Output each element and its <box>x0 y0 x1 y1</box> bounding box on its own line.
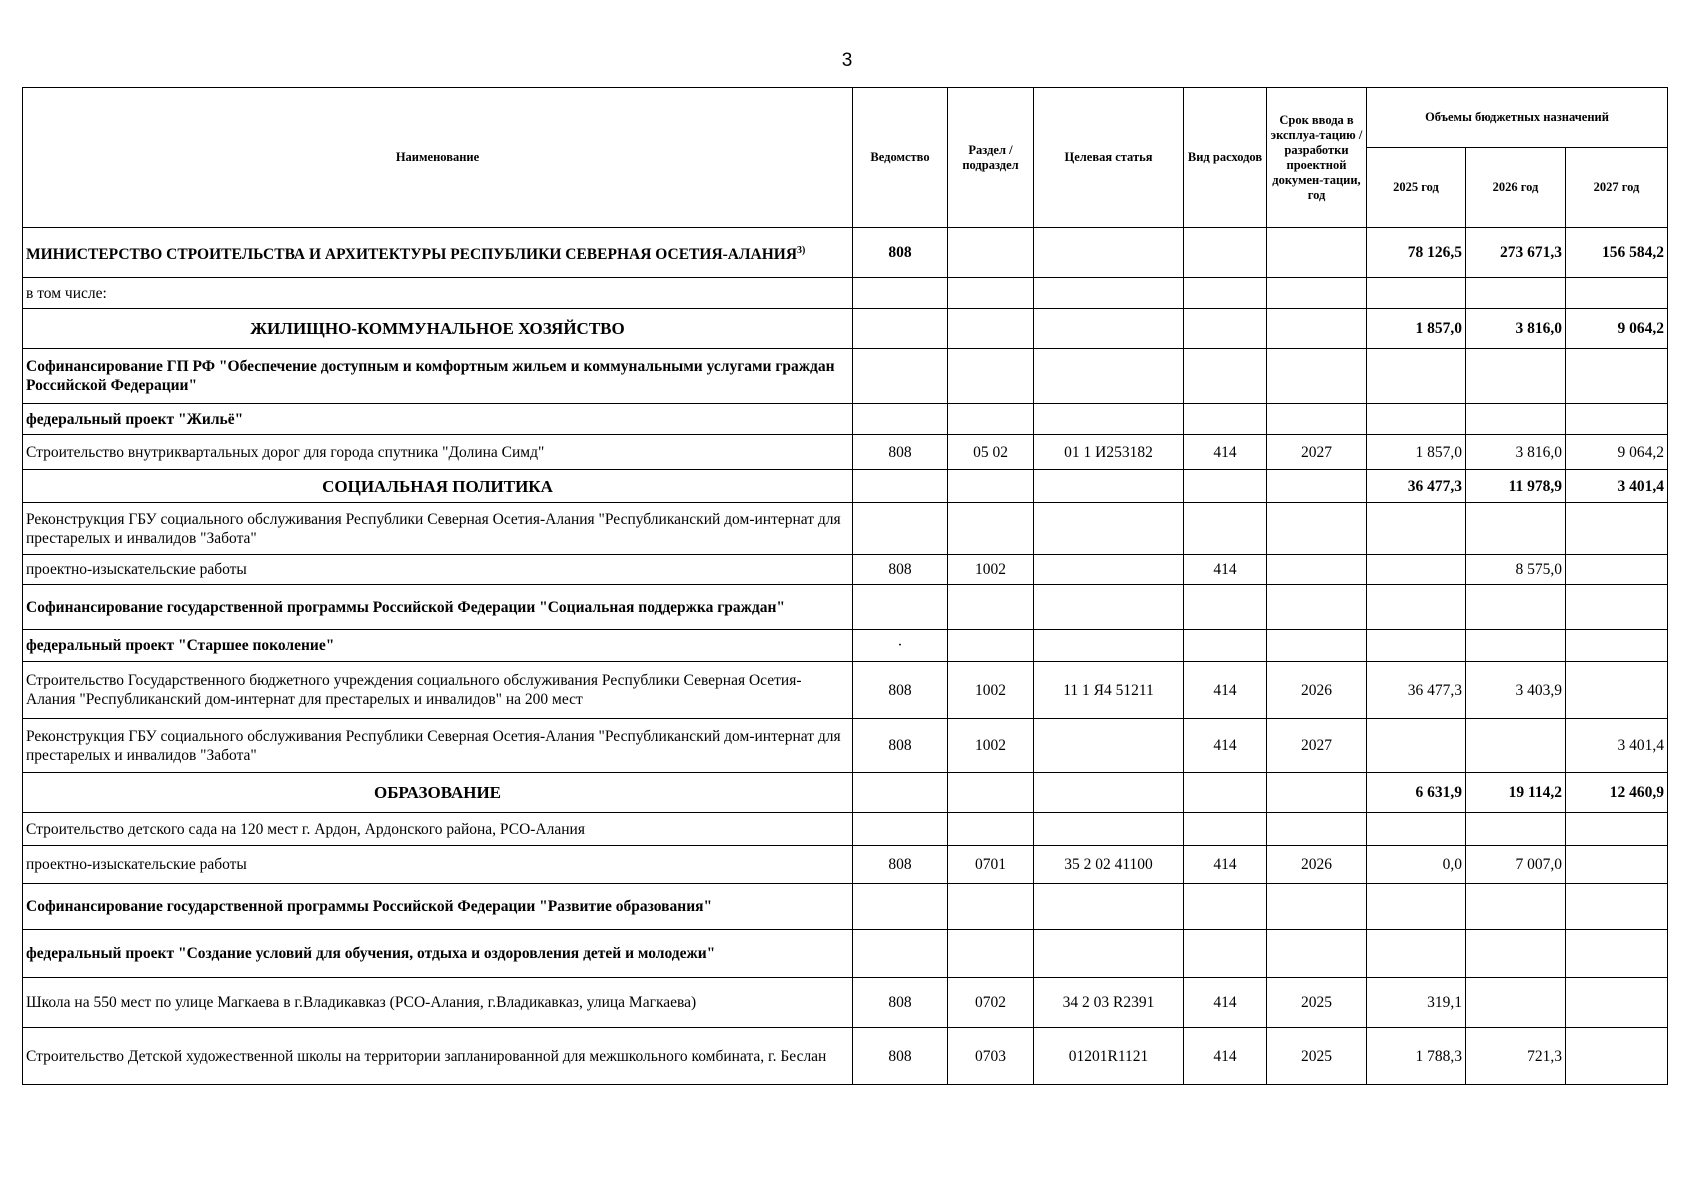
row-expense-type <box>1184 470 1267 503</box>
row-term <box>1267 404 1367 435</box>
row-2027: 156 584,2 <box>1566 228 1668 278</box>
row-department <box>853 813 948 846</box>
row-2027: 3 401,4 <box>1566 470 1668 503</box>
row-name: проектно-изыскательские работы <box>23 846 853 884</box>
row-term: 2026 <box>1267 662 1367 719</box>
budget-table <box>22 87 1668 1085</box>
row-target-article <box>1034 503 1184 555</box>
header-term: Срок ввода в эксплуа-тацию / разработки проектной докумен-тации, год <box>1267 88 1367 228</box>
row-2027 <box>1566 662 1668 719</box>
row-department: 808 <box>853 978 948 1028</box>
table-row-ministry <box>23 228 1668 278</box>
row-2026: 3 816,0 <box>1466 309 1566 349</box>
row-target-article <box>1034 309 1184 349</box>
row-section <box>948 309 1034 349</box>
row-department: 808 <box>853 1028 948 1085</box>
row-expense-type <box>1184 813 1267 846</box>
row-expense-type <box>1184 278 1267 309</box>
row-term <box>1267 813 1367 846</box>
row-2026 <box>1466 930 1566 978</box>
header-section: Раздел / подраздел <box>948 88 1034 228</box>
row-department: 808 <box>853 846 948 884</box>
row-2027 <box>1566 884 1668 930</box>
row-target-article: 35 2 02 41100 <box>1034 846 1184 884</box>
row-term <box>1267 630 1367 662</box>
row-department <box>853 503 948 555</box>
row-2026 <box>1466 630 1566 662</box>
row-target-article <box>1034 278 1184 309</box>
table-row <box>23 662 1668 719</box>
header-volumes: Объемы бюджетных назначений <box>1367 88 1668 148</box>
row-2027 <box>1566 846 1668 884</box>
row-2025: 1 857,0 <box>1367 435 1466 470</box>
row-name: Строительство внутриквартальных дорог для города спутника "Долина Симд" <box>23 435 853 470</box>
row-target-article <box>1034 585 1184 630</box>
row-section: 1002 <box>948 719 1034 773</box>
row-term <box>1267 555 1367 585</box>
row-2025 <box>1367 719 1466 773</box>
row-department <box>853 470 948 503</box>
row-2027: 9 064,2 <box>1566 435 1668 470</box>
row-2025 <box>1367 404 1466 435</box>
row-2026: 721,3 <box>1466 1028 1566 1085</box>
row-2026: 273 671,3 <box>1466 228 1566 278</box>
row-2026: 19 114,2 <box>1466 773 1566 813</box>
row-2025 <box>1367 630 1466 662</box>
row-target-article <box>1034 349 1184 404</box>
row-2025 <box>1367 884 1466 930</box>
row-section <box>948 470 1034 503</box>
section-title: СОЦИАЛЬНАЯ ПОЛИТИКА <box>23 470 853 503</box>
row-2026: 3 816,0 <box>1466 435 1566 470</box>
row-2026 <box>1466 503 1566 555</box>
row-section <box>948 813 1034 846</box>
row-department: · <box>853 630 948 662</box>
row-name: Строительство Детской художественной школы на территории запланированной для межшкольного комбината, г. Беслан <box>23 1028 853 1085</box>
row-2027 <box>1566 630 1668 662</box>
row-2027 <box>1566 813 1668 846</box>
row-2025: 0,0 <box>1367 846 1466 884</box>
row-2027 <box>1566 978 1668 1028</box>
row-term: 2025 <box>1267 978 1367 1028</box>
row-department <box>853 404 948 435</box>
row-2027: 3 401,4 <box>1566 719 1668 773</box>
row-name: федеральный проект "Старшее поколение" <box>23 630 853 662</box>
row-expense-type <box>1184 630 1267 662</box>
row-target-article <box>1034 555 1184 585</box>
row-2027 <box>1566 585 1668 630</box>
row-2026: 3 403,9 <box>1466 662 1566 719</box>
row-expense-type <box>1184 884 1267 930</box>
row-2027 <box>1566 1028 1668 1085</box>
row-2026 <box>1466 813 1566 846</box>
table-row <box>23 349 1668 404</box>
row-target-article <box>1034 719 1184 773</box>
row-department <box>853 930 948 978</box>
row-target-article <box>1034 930 1184 978</box>
row-expense-type: 414 <box>1184 435 1267 470</box>
row-term: 2025 <box>1267 1028 1367 1085</box>
row-section <box>948 349 1034 404</box>
row-2025 <box>1367 930 1466 978</box>
row-section <box>948 404 1034 435</box>
row-expense-type <box>1184 309 1267 349</box>
row-target-article <box>1034 404 1184 435</box>
section-title: ЖИЛИЩНО-КОММУНАЛЬНОЕ ХОЗЯЙСТВО <box>23 309 853 349</box>
row-target-article: 01201R1121 <box>1034 1028 1184 1085</box>
row-name: федеральный проект "Жильё" <box>23 404 853 435</box>
row-term <box>1267 349 1367 404</box>
row-2025: 6 631,9 <box>1367 773 1466 813</box>
row-2025 <box>1367 585 1466 630</box>
row-name: Софинансирование ГП РФ "Обеспечение доступным и комфортным жильем и коммунальными услугами граждан Российской Федерации" <box>23 349 853 404</box>
header-target-article: Целевая статья <box>1034 88 1184 228</box>
row-2026 <box>1466 884 1566 930</box>
table-row <box>23 884 1668 930</box>
row-department <box>853 585 948 630</box>
table-row <box>23 278 1668 309</box>
row-expense-type: 414 <box>1184 1028 1267 1085</box>
row-department: 808 <box>853 719 948 773</box>
header-expense-type: Вид расходов <box>1184 88 1267 228</box>
row-expense-type <box>1184 503 1267 555</box>
row-expense-type <box>1184 228 1267 278</box>
row-2026: 8 575,0 <box>1466 555 1566 585</box>
row-term <box>1267 884 1367 930</box>
table-row <box>23 555 1668 585</box>
row-2027 <box>1566 349 1668 404</box>
row-2027 <box>1566 404 1668 435</box>
row-2027 <box>1566 930 1668 978</box>
row-section: 1002 <box>948 555 1034 585</box>
row-target-article <box>1034 630 1184 662</box>
row-department: 808 <box>853 662 948 719</box>
row-term <box>1267 470 1367 503</box>
row-term <box>1267 309 1367 349</box>
row-2027: 9 064,2 <box>1566 309 1668 349</box>
row-department <box>853 773 948 813</box>
row-target-article: 11 1 Я4 51211 <box>1034 662 1184 719</box>
row-department: 808 <box>853 555 948 585</box>
section-title: ОБРАЗОВАНИЕ <box>23 773 853 813</box>
header-name: Наименование <box>23 88 853 228</box>
row-2025: 36 477,3 <box>1367 470 1466 503</box>
row-section: 05 02 <box>948 435 1034 470</box>
table-row <box>23 404 1668 435</box>
row-name: в том числе: <box>23 278 853 309</box>
row-2026: 11 978,9 <box>1466 470 1566 503</box>
table-row <box>23 1028 1668 1085</box>
row-target-article <box>1034 813 1184 846</box>
row-section <box>948 930 1034 978</box>
row-name: Строительство детского сада на 120 мест г. Ардон, Ардонского района, РСО-Алания <box>23 813 853 846</box>
row-section <box>948 503 1034 555</box>
row-section: 0703 <box>948 1028 1034 1085</box>
row-section: 1002 <box>948 662 1034 719</box>
table-row <box>23 435 1668 470</box>
table-row <box>23 846 1668 884</box>
row-expense-type: 414 <box>1184 978 1267 1028</box>
table-row <box>23 585 1668 630</box>
row-section <box>948 228 1034 278</box>
row-section <box>948 884 1034 930</box>
row-section: 0701 <box>948 846 1034 884</box>
row-2026 <box>1466 278 1566 309</box>
row-section: 0702 <box>948 978 1034 1028</box>
row-term <box>1267 930 1367 978</box>
footnote-mark: 3) <box>797 244 806 256</box>
row-target-article <box>1034 773 1184 813</box>
row-name: Реконструкция ГБУ социального обслуживания Республики Северная Осетия-Алания "Республиканский дом-интернат для престарелых и инвалидов "Забота" <box>23 719 853 773</box>
row-name: Софинансирование государственной программы Российской Федерации "Развитие образования" <box>23 884 853 930</box>
table-row <box>23 930 1668 978</box>
row-2027: 12 460,9 <box>1566 773 1668 813</box>
row-2025: 78 126,5 <box>1367 228 1466 278</box>
header-department: Ведомство <box>853 88 948 228</box>
row-term <box>1267 228 1367 278</box>
row-expense-type: 414 <box>1184 846 1267 884</box>
ministry-name: МИНИСТЕРСТВО СТРОИТЕЛЬСТВА И АРХИТЕКТУРЫ РЕСПУБЛИКИ СЕВЕРНАЯ ОСЕТИЯ-АЛАНИЯ <box>26 246 798 264</box>
row-department: 808 <box>853 435 948 470</box>
row-target-article <box>1034 884 1184 930</box>
section-row-education <box>23 773 1668 813</box>
row-2025: 36 477,3 <box>1367 662 1466 719</box>
row-term: 2027 <box>1267 719 1367 773</box>
row-2026 <box>1466 404 1566 435</box>
row-term <box>1267 585 1367 630</box>
table-row <box>23 719 1668 773</box>
row-department: 808 <box>853 228 948 278</box>
header-year-2025: 2025 год <box>1367 148 1466 228</box>
row-2026 <box>1466 585 1566 630</box>
row-target-article <box>1034 228 1184 278</box>
row-term <box>1267 278 1367 309</box>
row-name: Софинансирование государственной программы Российской Федерации "Социальная поддержка граждан" <box>23 585 853 630</box>
row-section <box>948 630 1034 662</box>
page-number: 3 <box>841 50 853 71</box>
row-expense-type <box>1184 585 1267 630</box>
row-target-article: 01 1 И253182 <box>1034 435 1184 470</box>
section-row-social <box>23 470 1668 503</box>
row-department <box>853 309 948 349</box>
row-2027 <box>1566 503 1668 555</box>
row-term <box>1267 773 1367 813</box>
row-term <box>1267 503 1367 555</box>
table-row <box>23 503 1668 555</box>
row-section <box>948 278 1034 309</box>
row-2027 <box>1566 555 1668 585</box>
row-expense-type: 414 <box>1184 719 1267 773</box>
row-2025: 319,1 <box>1367 978 1466 1028</box>
row-2025 <box>1367 278 1466 309</box>
header-year-2027: 2027 год <box>1566 148 1668 228</box>
table-header <box>23 88 1668 228</box>
row-expense-type: 414 <box>1184 555 1267 585</box>
row-term: 2027 <box>1267 435 1367 470</box>
row-expense-type <box>1184 349 1267 404</box>
row-term: 2026 <box>1267 846 1367 884</box>
table-row <box>23 813 1668 846</box>
row-2026: 7 007,0 <box>1466 846 1566 884</box>
row-department <box>853 349 948 404</box>
row-department <box>853 278 948 309</box>
table-row <box>23 978 1668 1028</box>
header-year-2026: 2026 год <box>1466 148 1566 228</box>
row-2027 <box>1566 278 1668 309</box>
row-name <box>23 228 853 278</box>
row-name: федеральный проект "Создание условий для обучения, отдыха и оздоровления детей и молодежи" <box>23 930 853 978</box>
row-2026 <box>1466 978 1566 1028</box>
row-2025: 1 788,3 <box>1367 1028 1466 1085</box>
row-2025: 1 857,0 <box>1367 309 1466 349</box>
section-row-housing <box>23 309 1668 349</box>
row-2025 <box>1367 555 1466 585</box>
row-department <box>853 884 948 930</box>
row-target-article: 34 2 03 R2391 <box>1034 978 1184 1028</box>
row-2025 <box>1367 503 1466 555</box>
row-section <box>948 585 1034 630</box>
row-name: Строительство Государственного бюджетного учреждения социального обслуживания Республики Северная Осетия-Алания "Республиканский дом-интернат для престарелых и инвалидов" на 200 мест <box>23 662 853 719</box>
row-name: Реконструкция ГБУ социального обслуживания Республики Северная Осетия-Алания "Республиканский дом-интернат для престарелых и инвалидов "Забота" <box>23 503 853 555</box>
row-2025 <box>1367 349 1466 404</box>
row-name: проектно-изыскательские работы <box>23 555 853 585</box>
row-name: Школа на 550 мест по улице Магкаева в г.Владикавказ (РСО-Алания, г.Владикавказ, улица Магкаева) <box>23 978 853 1028</box>
row-expense-type: 414 <box>1184 662 1267 719</box>
row-expense-type <box>1184 773 1267 813</box>
row-expense-type <box>1184 404 1267 435</box>
table-row <box>23 630 1668 662</box>
row-section <box>948 773 1034 813</box>
row-expense-type <box>1184 930 1267 978</box>
row-target-article <box>1034 470 1184 503</box>
row-2025 <box>1367 813 1466 846</box>
row-2026 <box>1466 719 1566 773</box>
row-2026 <box>1466 349 1566 404</box>
